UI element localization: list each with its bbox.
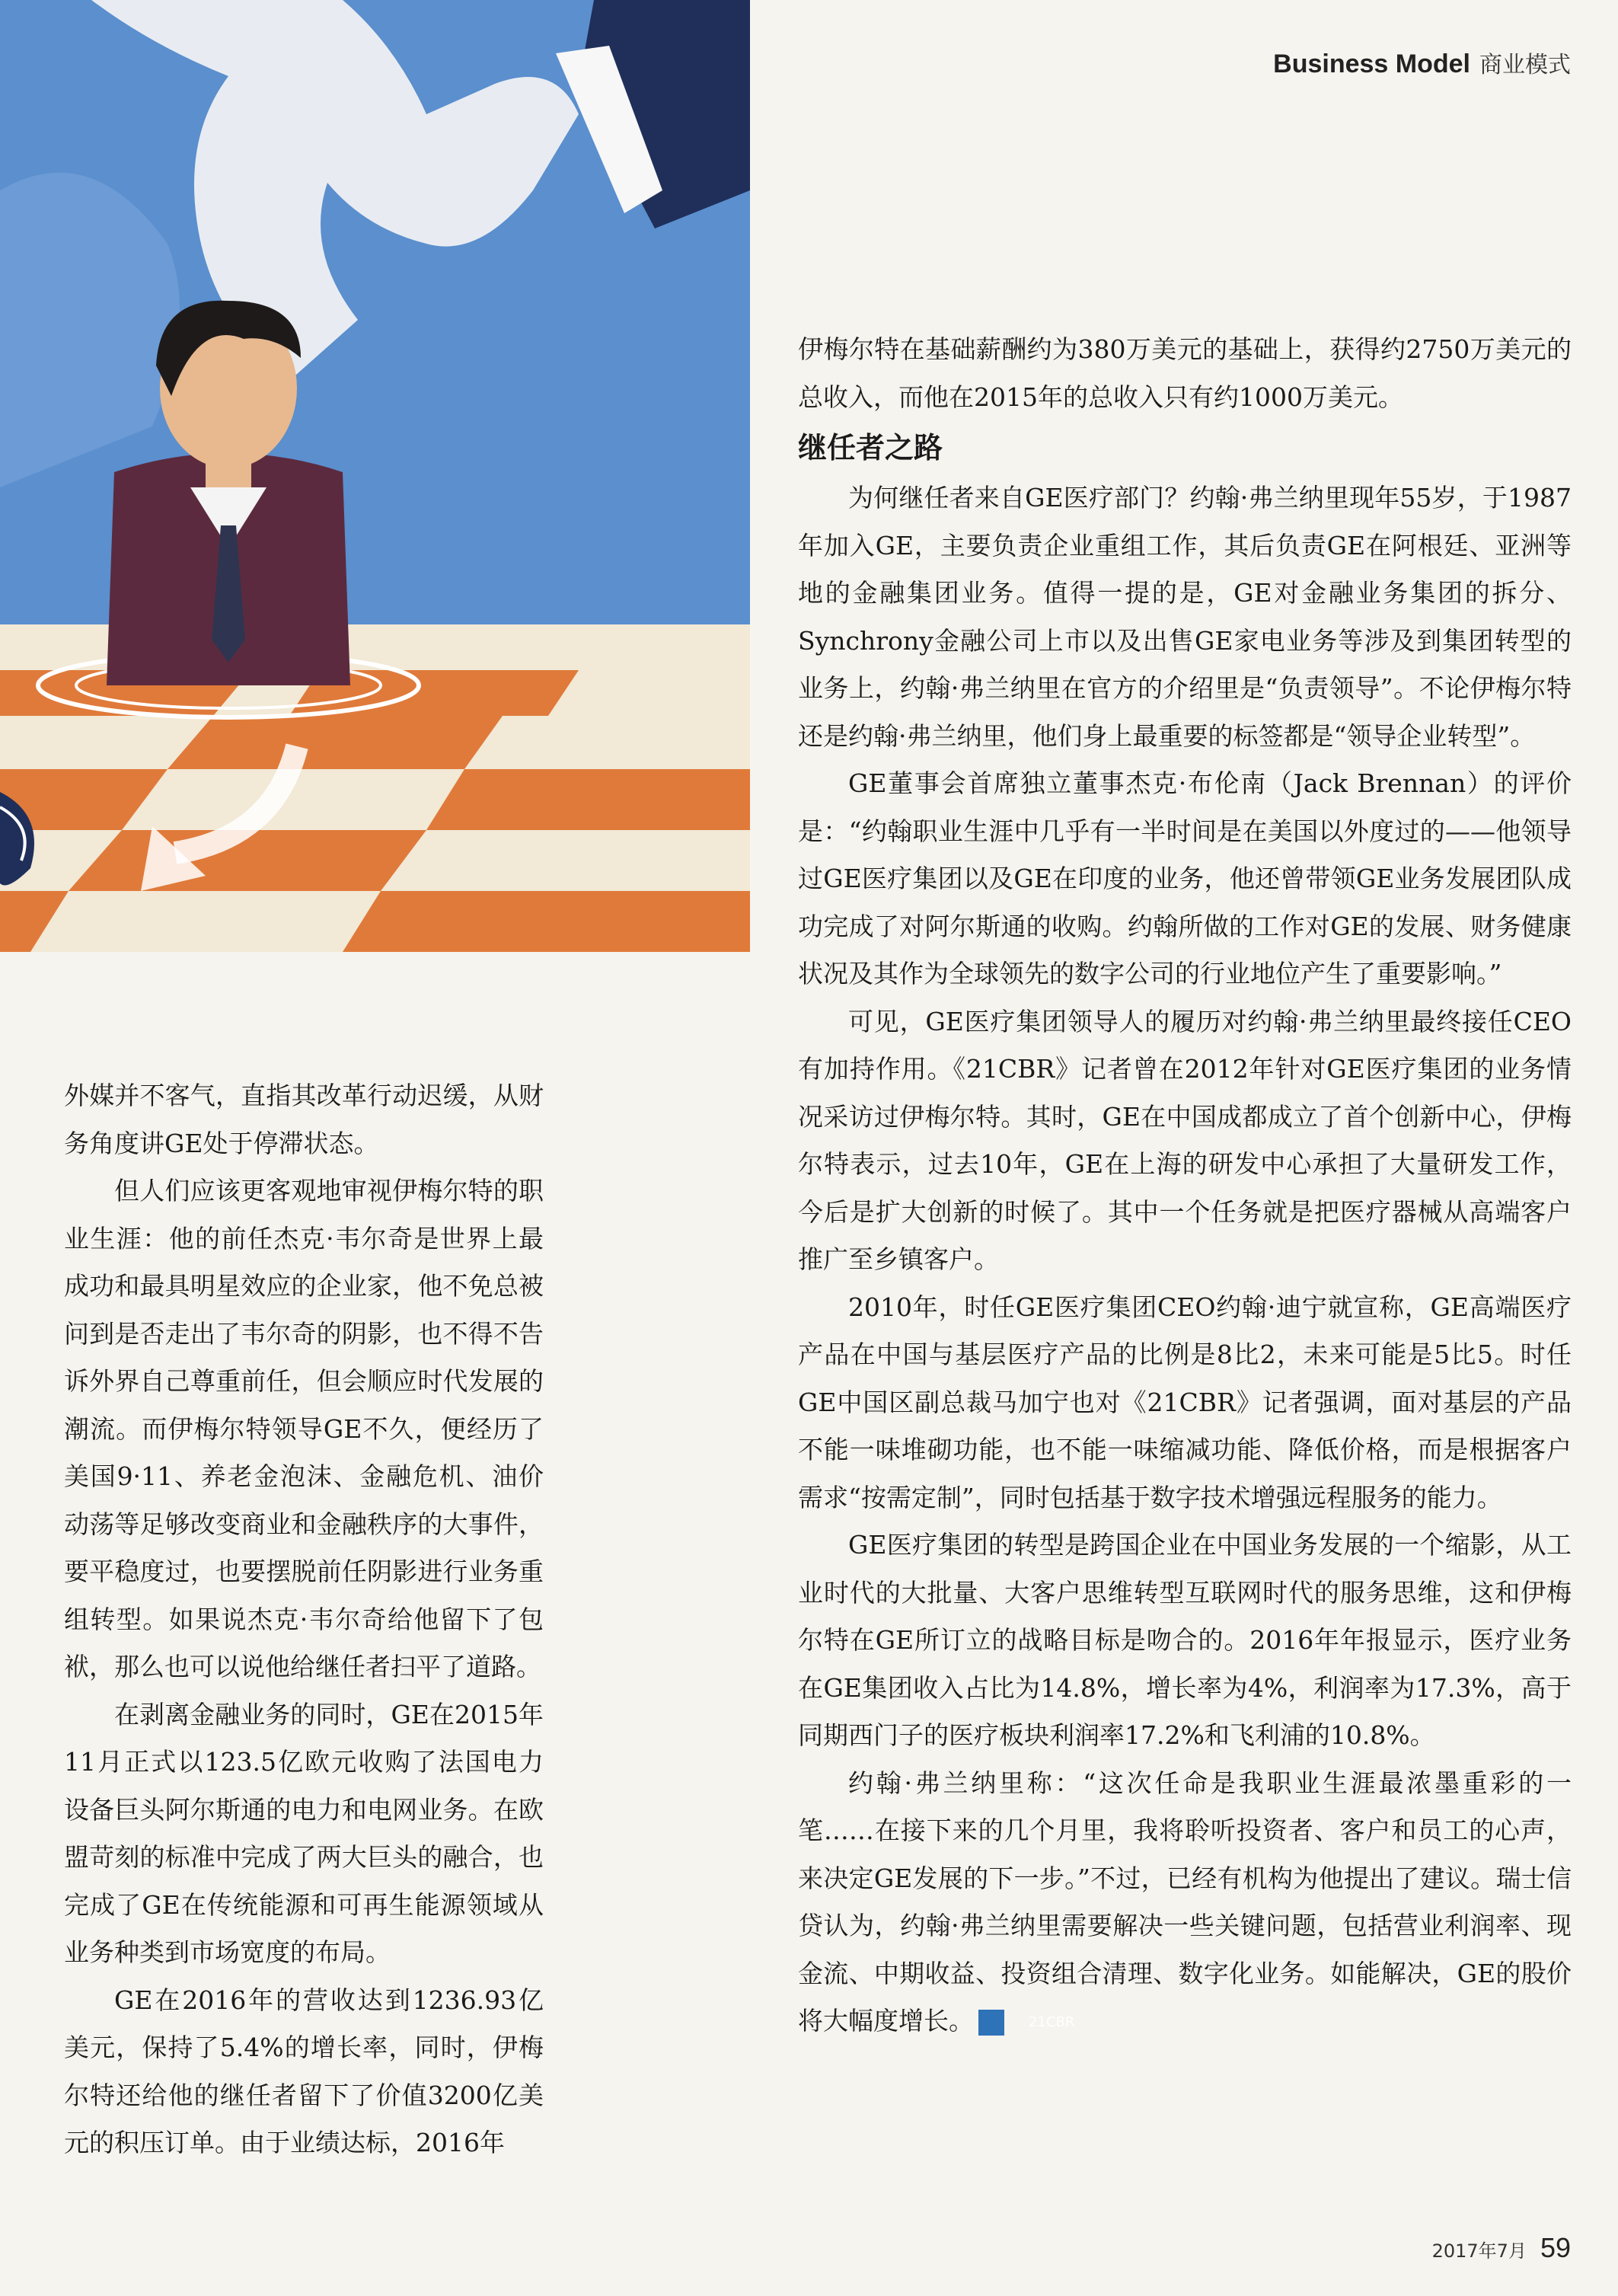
page-number: 59 [1540, 2232, 1571, 2263]
illustration-art [0, 0, 750, 952]
left-paragraph: 外媒并不客气，直指其改革行动迟缓，从财务角度讲GE处于停滞状态。 [64, 1081, 544, 1158]
right-opening-paragraph: 伊梅尔特在基础薪酬约为380万美元的基础上，获得约2750万美元的总收入，而他在2015年的总收入只有约1000万美元。 [798, 334, 1572, 412]
left-paragraph: 在剥离金融业务的同时，GE在2015年11月正式以123.5亿欧元收购了法国电力设备巨头阿尔斯通的电力和电网业务。在欧盟苛刻的标准中完成了两大巨头的融合，也完成了GE在传统能源和可再生能源领域从业务种类到市场宽度的布局。 [64, 1699, 544, 1967]
section-label-zh: 商业模式 [1479, 52, 1571, 78]
section-header [1273, 46, 1571, 79]
page-footer [1432, 2232, 1571, 2264]
left-column [64, 1072, 544, 2167]
left-paragraph: 但人们应该更客观地审视伊梅尔特的职业生涯：他的前任杰克·韦尔奇是世界上最成功和最具明星效应的企业家，他不免总被问到是否走出了韦尔奇的阴影，也不得不告诉外界自己尊重前任，但会顺应时代发展的潮流。而伊梅尔特领导GE不久，便经历了美国9·11、养老金泡沫、金融危机、油价动荡等足够改变商业和金融秩序的大事件，要平稳度过，也要摆脱前任阴影进行业务重组转型。如果说杰克·韦尔奇给他留下了包袱，那么也可以说他给继任者扫平了道路。 [64, 1176, 544, 1681]
right-paragraph-text: 约翰·弗兰纳里称：“这次任命是我职业生涯最浓墨重彩的一笔……在接下来的几个月里，我将聆听投资者、客户和员工的心声，来决定GE发展的下一步。”不过，已经有机构为他提出了建议。瑞士信贷认为，约翰·弗兰纳里需要解决一些关键问题，包括营业利润率、现金流、中期收益、投资组合清理、数字化业务。如能解决，GE的股价将大幅度增长。 [798, 1768, 1572, 2036]
right-paragraph: GE医疗集团的转型是跨国企业在中国业务发展的一个缩影，从工业时代的大批量、大客户思维转型互联网时代的服务思维，这和伊梅尔特在GE所订立的战略目标是吻合的。2016年年报显示，医疗业务在GE集团收入占比为14.8%，增长率为4%，利润率为17.3%，高于同期西门子的医疗板块利润率17.2%和飞利浦的10.8%。 [798, 1530, 1572, 1750]
illustration [0, 0, 750, 952]
left-paragraph: GE在2016年的营收达到1236.93亿美元，保持了5.4%的增长率，同时，伊梅尔特还给他的继任者留下了价值3200亿美元的积压订单。由于业绩达标，2016年 [64, 1985, 544, 2157]
right-paragraph-last [798, 1760, 1572, 2045]
right-paragraph: 可见，GE医疗集团领导人的履历对约翰·弗兰纳里最终接任CEO有加持作用。《21CBR》记者曾在2012年针对GE医疗集团的业务情况采访过伊梅尔特。其时，GE在中国成都成立了首个创新中心，伊梅尔特表示，过去10年，GE在上海的研发中心承担了大量研发工作，今后是扩大创新的时候了。其中一个任务就是把医疗器械从高端客户推广至乡镇客户。 [798, 1006, 1572, 1274]
right-paragraph: 2010年，时任GE医疗集团CEO约翰·迪宁就宣称，GE高端医疗产品在中国与基层医疗产品的比例是8比2，未来可能是5比5。时任GE中国区副总裁马加宁也对《21CBR》记者强调，面对基层的产品不能一味堆砌功能，也不能一味缩减功能、降低价格，而是根据客户需求“按需定制”，同时包括基于数字技术增强远程服务的能力。 [798, 1292, 1572, 1512]
end-mark-icon: 21CBR [978, 2010, 1004, 2036]
section-label-en: Business Model [1273, 49, 1470, 78]
issue-date: 2017年7月 [1431, 2240, 1527, 2262]
right-column [798, 326, 1572, 2045]
right-paragraph: 为何继任者来自GE医疗部门？约翰·弗兰纳里现年55岁，于1987年加入GE，主要负责企业重组工作，其后负责GE在阿根廷、亚洲等地的金融集团业务。值得一提的是，GE对金融业务集团的拆分、Synchrony金融公司上市以及出售GE家电业务等涉及到集团转型的业务上，约翰·弗兰纳里在官方的介绍里是“负责领导”。不论伊梅尔特还是约翰·弗兰纳里，他们身上最重要的标签都是“领导企业转型”。 [798, 483, 1572, 751]
section-title: 继任者之路 [798, 431, 943, 465]
right-paragraph: GE董事会首席独立董事杰克·布伦南（Jack Brennan）的评价是：“约翰职业生涯中几乎有一半时间是在美国以外度过的——他领导过GE医疗集团以及GE在印度的业务，他还曾带领GE业务发展团队成功完成了对阿尔斯通的收购。约翰所做的工作对GE的发展、财务健康状况及其作为全球领先的数字公司的行业地位产生了重要影响。” [798, 768, 1572, 988]
